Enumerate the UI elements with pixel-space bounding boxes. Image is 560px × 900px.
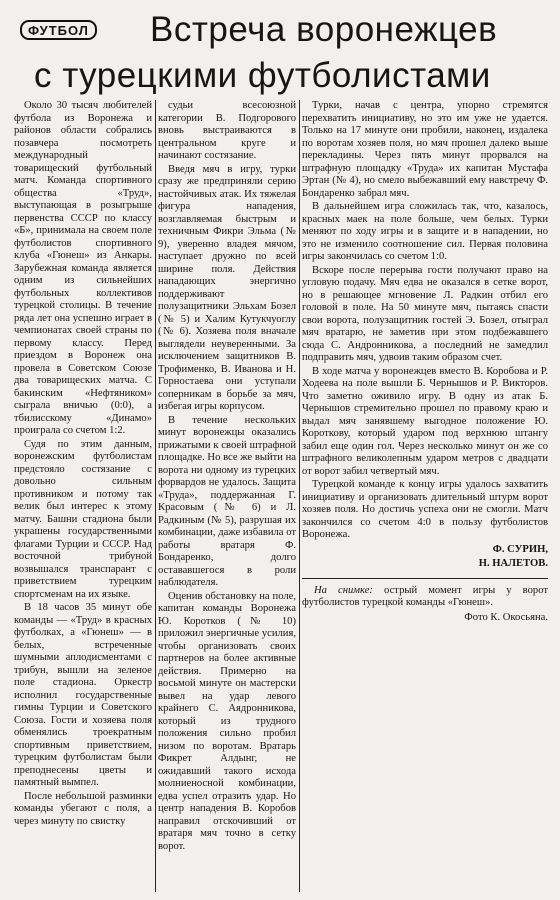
photo-caption [302,578,548,610]
rubric-label: ФУТБОЛ [20,20,97,40]
paragraph: В течение нескольких минут воронежцы оказались прижатыми к своей штрафной площадке. Но все же выйти на ворота ни одному из турецких форвардов не удалось. Защита «Труда», поддержанная Г. Красовым (№ 6) и Л. Радкиным (№ 5), разрушая их комбинации, даже избавила от работы вратаря Ф. Бондаренко, долго остававшегося в роли наблюдателя. [158,414,296,588]
paragraph: судьи всесоюзной категории В. Подгорового вновь выстраиваются в центральном круге и начинают состязание. [158,100,296,161]
paragraph: Судя по этим данным, воронежским футболистам предстояло состязание с довольно сильным противником и потому так велик был интерес к этому матчу. Башни стадиона были украшены государственными флагами Турции и СССР. Над восточной трибуной возвышался транспарант с приветствием турецким спортсменам на их языке. [14,438,152,600]
headline-line-1: Встреча воронежцев [150,10,498,49]
text-column-1 [14,100,152,892]
photo-credit: Фото К. Окосьяна. [464,611,548,623]
caption-text: острый момент игры у ворот футболистов турецкой команды «Гюнеш». [302,584,548,608]
author-signature: Ф. СУРИН, [492,543,548,555]
column-divider [155,100,156,892]
paragraph: Оценив обстановку на поле, капитан команды Воронежа Ю. Коротков (№ 10) приложил энергичные усилия, чтобы организовать своих партнеров на более активные действия. Примерно на восьмой минуте он мастерски вывел на удар левого крайнего С. Аядронникова, который из трудного положения сильно пробил низом по воротам. Вратарь Фикрет Алдынг, не ожидавший такого исхода молниеносной комбинации, едва успел отразить удар. Но центр нападения В. Коробов направил отскочивший от вратаря мяч точно в сетку ворот. [158,590,296,852]
headline-line-2: с турецкими футболистами [34,56,491,95]
paragraph: Турецкой команде к концу игры удалось захватить инициативу и организовать длительный штурм ворот хозяев поля. Но достичь успеха они не смогли. Матч закончился со счетом 4:0 в пользу футболистов Воронежа. [302,479,548,540]
text-column-3 [302,100,548,892]
article-header [14,6,554,98]
paragraph: В дальнейшем игра сложилась так, что, казалось, красных маек на поле больше, чем белых. Турки меняют по ходу игры и в защите и в нападении, но это не изменило соотношение сил. Первая половина игры закончилась со счетом 1:0. [302,201,548,262]
article-body [14,100,554,892]
paragraph: Около 30 тысяч любителей футбола из Воронежа и районов области собрались позавчера посмотреть международный товарищеский футбольный матч. Команда спортивного общества «Труд», выступающая в розыгрыше первенства СССР по классу «Б», принимала на своем поле футболистов спортивного клуба «Гюнеш» из Анкары. Зарубежная команда является одним из сильнейших футбольных коллективов турецкой столицы. В течение ряда лет она успешно играет в чемпионатах своей страны по первому классу. Перед приездом в Воронеж она провела в Советском Союзе два товарищеских матча. С бакинским «Нефтяником» сыграла вничью (0:0), а тбилисскому «Динамо» проиграла со счетом 1:2. [14,100,152,436]
author-signature: Н. НАЛЕТОВ. [478,557,548,569]
paragraph: Турки, начав с центра, упорно стремятся перехватить инициативу, но это им уже не удается. Только на 17 минуте они пробили, наконец, издалека по воротам хозяев поля, но мяч прошел далеко выше перекладины. Через пять минут прорвался на штрафную площадку «Труда» их капитан Мустафа Эртан (№ 4), но смело выбежавший ему навстречу Ф. Бондаренко забрал мяч. [302,100,548,199]
column-divider [299,100,300,892]
paragraph: В ходе матча у воронежцев вместо В. Коробова и Р. Ходеева на поле вышли Б. Чернышов и Р. Викторов. Что заметно оживило игру. В одну из атак Б. Чернышов стремительно прошел по правому краю и выдал мяч занявшему выгодное положение Ю. Короткову, который ударом под верхнюю штангу забил еще один гол. Через несколько минут он же со штрафного великолепным ударом метров с двадцати от ворот забил четвертый мяч. [302,365,548,477]
paragraph: Вскоре после перерыва гости получают право на угловую подачу. Мяч едва не оказался в сетке ворот, но в решающее мгновение Л. Радкин отбил его головой в поле. На 50 минуте мяч, пытаясь спасти свои ворота, полузащитник гостей Э. Бозел, отыграл мяч вратарю, не заметив при этом подбежавшего сюда С. Андронникова, а последний не замедлил подправить мяч, удвоив таким образом счет. [302,264,548,363]
paragraph: После небольшой разминки команды убегают с поля, а через минуту по свистку [14,790,152,827]
text-column-2 [158,100,296,892]
paragraph: В 18 часов 35 минут обе команды — «Труд» в красных футболках, а «Гюнеш» — в белых, встреченные шумными аплодисментами с трибун, вышли на зеленое поле стадиона. Оркестр исполнил государственные гимны Турции и Советского Союза. Гости и хозяева поля обменялись троекратным спортивным приветствием, турецким футболистам были преподнесены цветы и памятный вымпел. [14,602,152,788]
caption-lead: На снимке: [314,584,373,596]
paragraph: Введя мяч в игру, турки сразу же предприняли серию настойчивых атак. Их тяжелая фигура нападения, возглавляемая быстрым и техничным Фикри Эльма (№ 9), уверенно владея мячом, наступает дружно по всей ширине поля. Действия нападающих энергично поддерживают полузащитники Эльхам Бозел (№ 5) и Халим Кутукчуоглу (№ 6). Хозяева поля вначале выглядели неуверенными. За исключением защитников В. Трофименко, В. Иванова и Н. Горностаева они уступали соперникам в борьбе за мяч, избегая игры корпусом. [158,163,296,412]
